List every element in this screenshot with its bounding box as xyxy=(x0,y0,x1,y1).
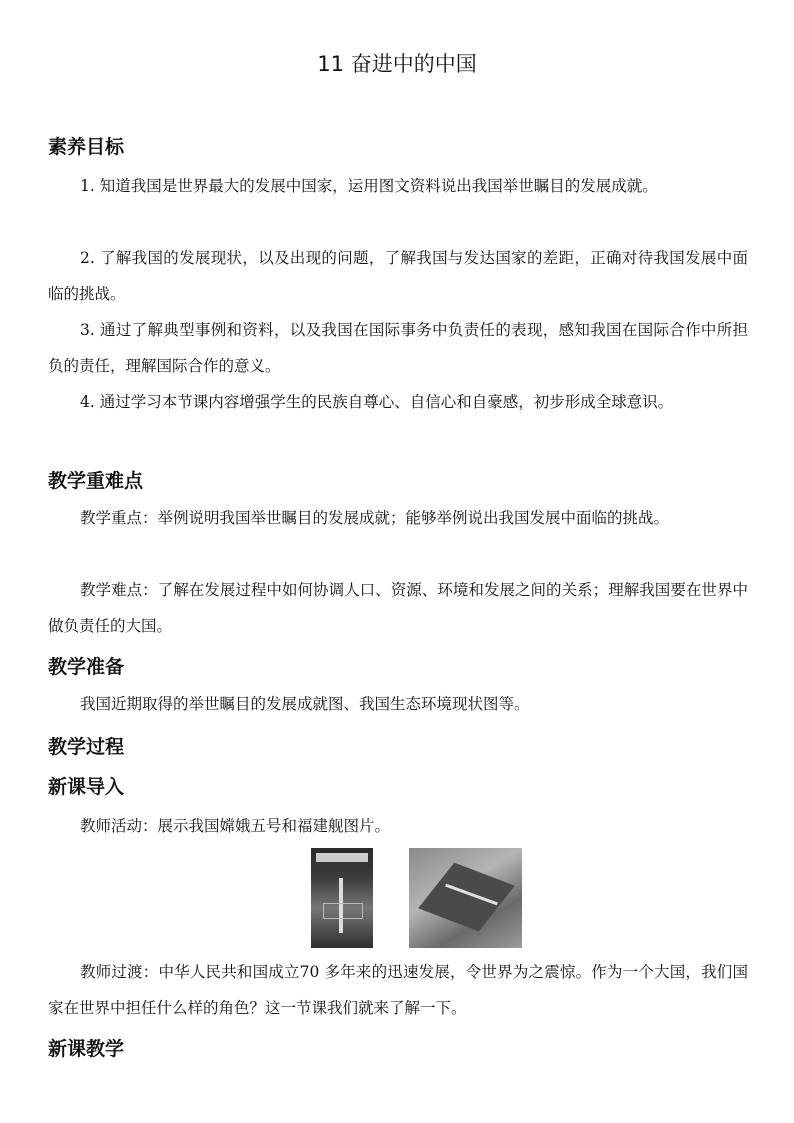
goal-item-4: 4. 通过学习本节课内容增强学生的民族自尊心、自信心和自豪感，初步形成全球意识。 xyxy=(80,393,674,411)
page-title: 11 奋进中的中国 xyxy=(317,52,477,76)
difficult-point-text: 教学难点：了解在发展过程中如何协调人口、资源、环境和发展之间的关系；理解我国要在世界中做负责任的大国。 xyxy=(48,581,748,635)
intro-transition-text: 教师过渡：中华人民共和国成立70 多年来的迅速发展，令世界为之震惊。作为一个大国，我们国家在世界中担任什么样的角色？这一节课我们就来了解一下。 xyxy=(48,963,748,1017)
intro-activity-text: 教师活动：展示我国嫦娥五号和福建舰图片。 xyxy=(80,817,391,835)
carrier-deck-shape xyxy=(418,863,515,932)
change5-probe-photo xyxy=(311,848,373,948)
probe-panel-shape xyxy=(323,903,363,919)
goal-item-3: 3. 通过了解典型事例和资料，以及我国在国际事务中负责任的表现，感知我国在国际合作中所担负的责任，理解国际合作的意义。 xyxy=(48,321,748,375)
section-heading-newlesson: 新课教学 xyxy=(48,1038,125,1060)
goal-item-2: 2. 了解我国的发展现状，以及出现的问题，了解我国与发达国家的差距，正确对待我国发展中面临的挑战。 xyxy=(48,249,748,303)
section-heading-intro: 新课导入 xyxy=(48,776,125,798)
section-heading-goals: 素养目标 xyxy=(48,136,125,158)
photo-caption-band xyxy=(316,853,368,862)
key-point-text: 教学重点：举例说明我国举世瞩目的发展成就；能够举例说出我国发展中面临的挑战。 xyxy=(80,509,670,527)
fujian-carrier-photo xyxy=(409,848,522,948)
prep-text: 我国近期取得的举世瞩目的发展成就图、我国生态环境现状图等。 xyxy=(80,695,530,713)
goal-item-1: 1. 知道我国是世界最大的发展中国家，运用图文资料说出我国举世瞩目的发展成就。 xyxy=(80,177,658,195)
section-heading-keypoints: 教学重难点 xyxy=(48,470,144,492)
section-heading-prep: 教学准备 xyxy=(48,656,125,678)
section-heading-process: 教学过程 xyxy=(48,736,125,758)
